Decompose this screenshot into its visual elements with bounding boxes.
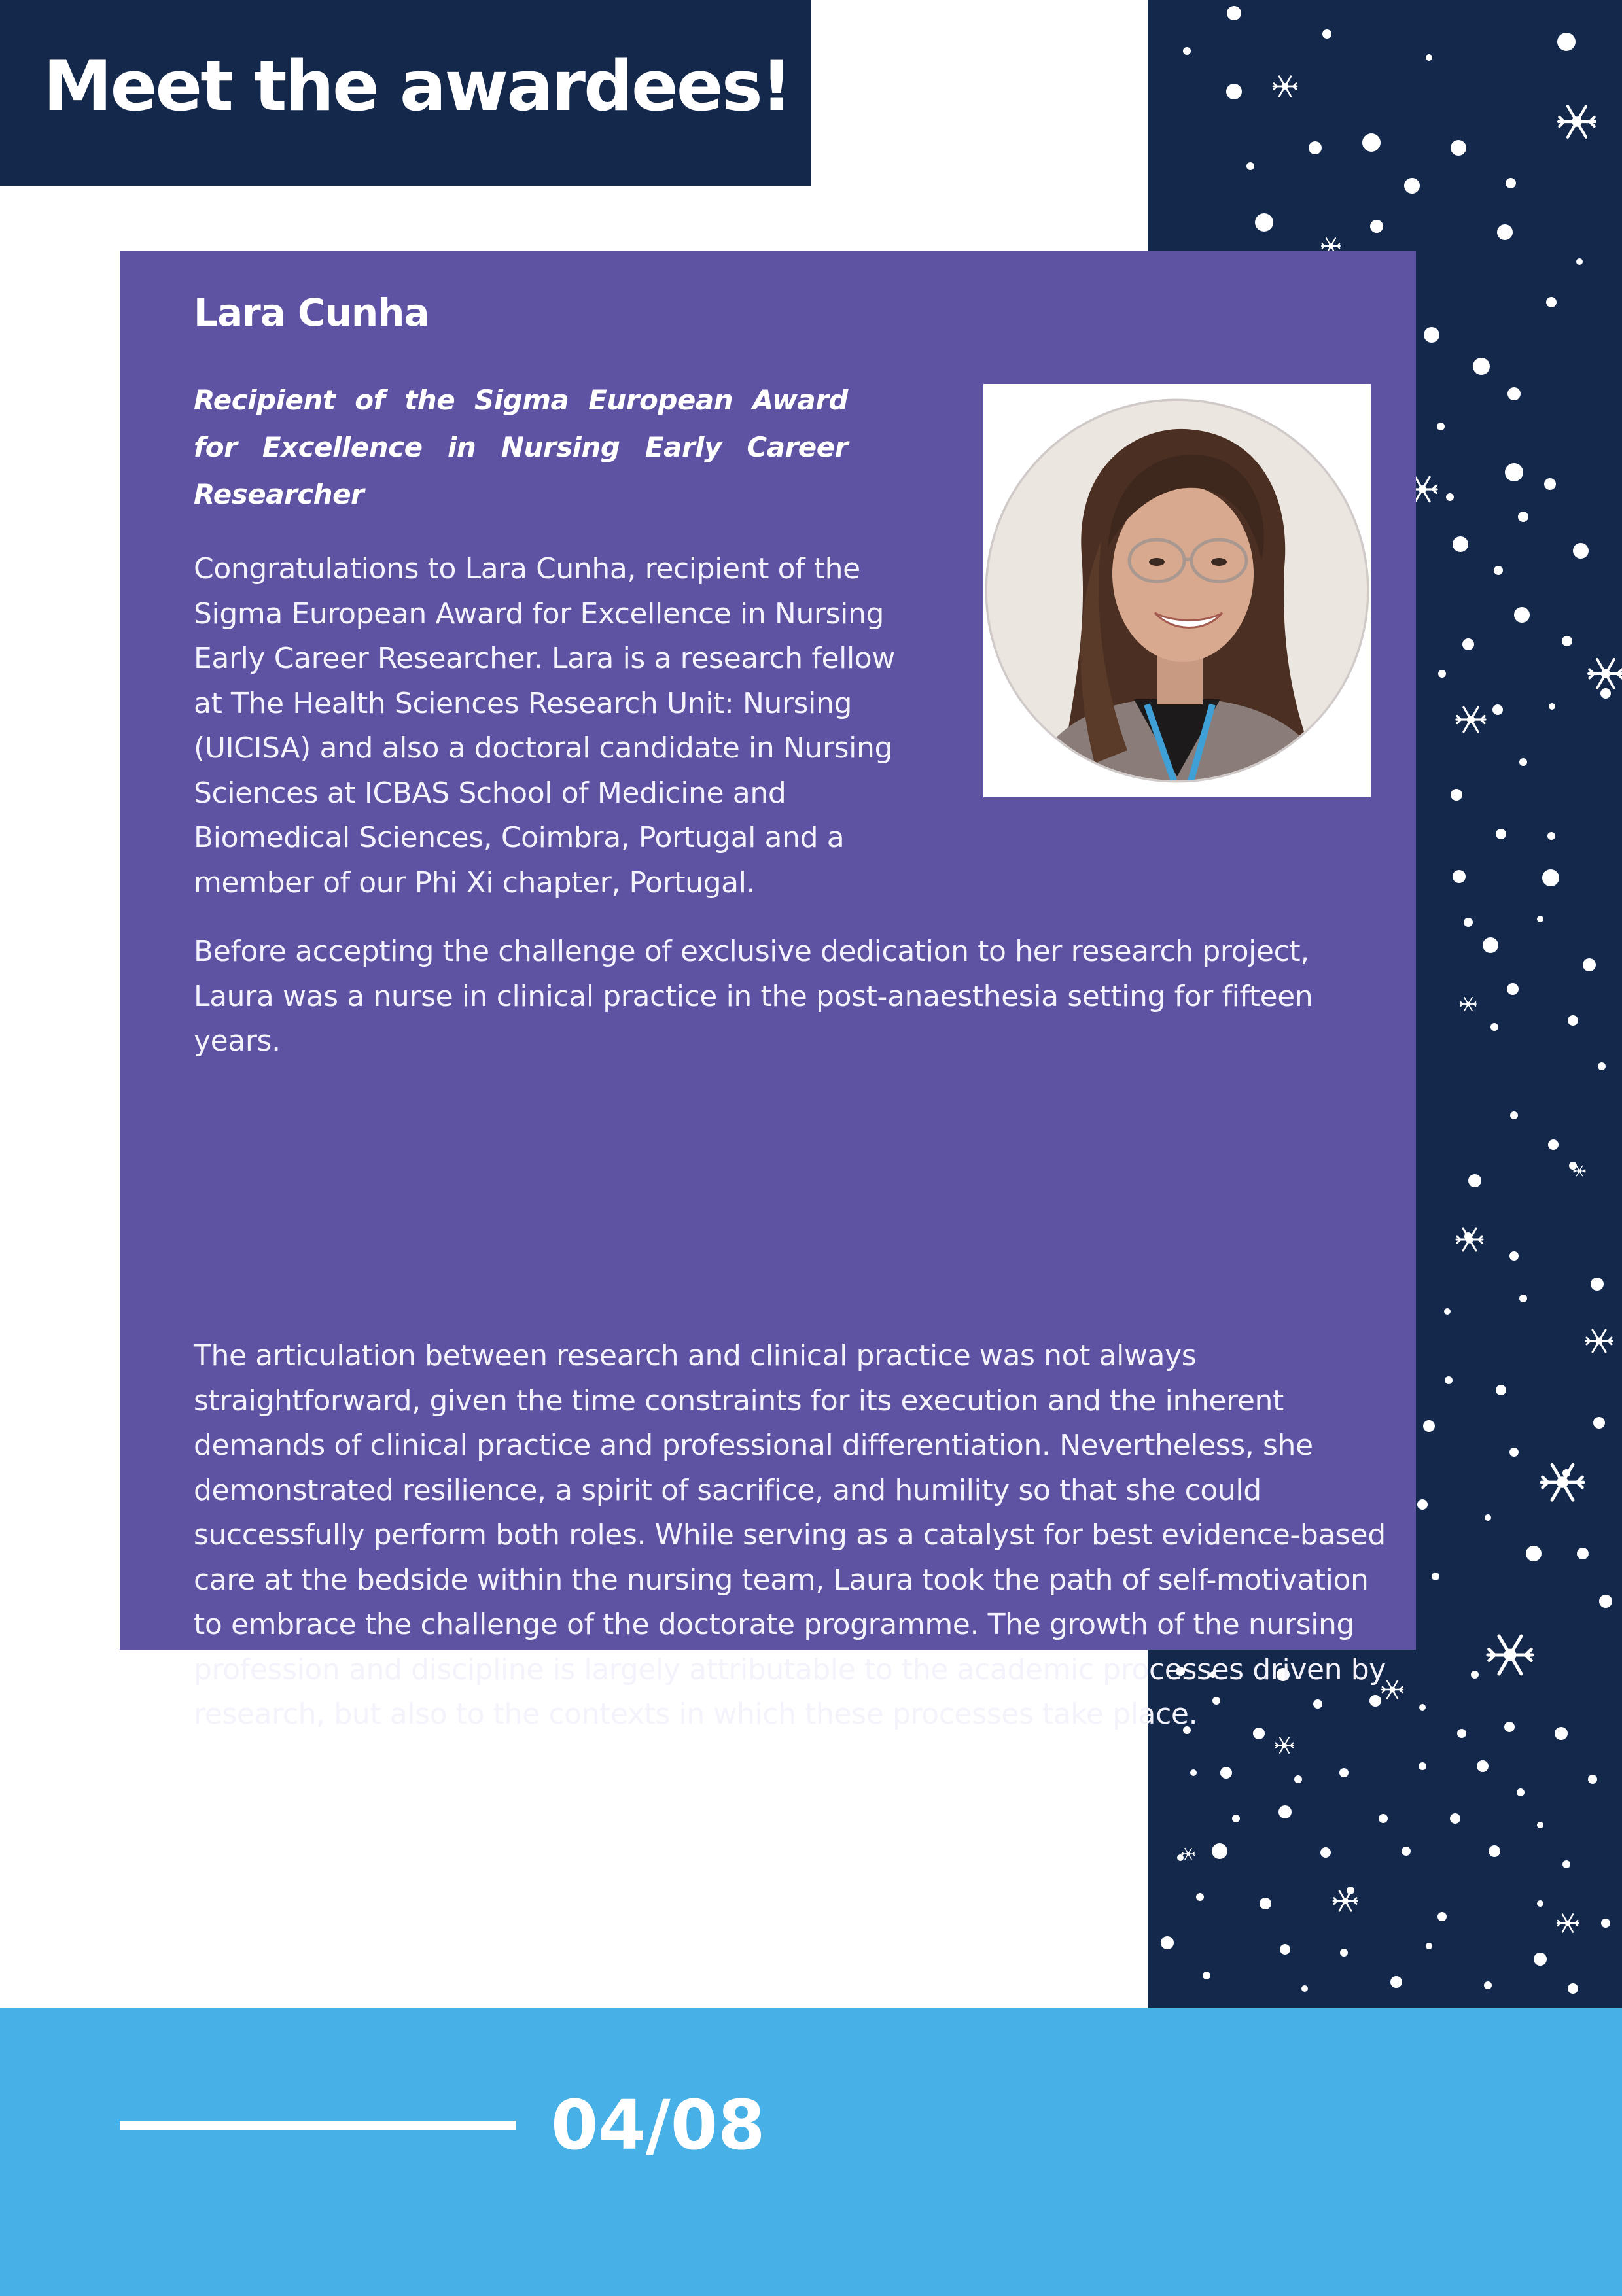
award-title: Recipient of the Sigma European Award for Excellence in Nursing Early Career Researcher [194,384,848,510]
awardee-card [120,251,1416,1731]
bio-paragraph: Before accepting the challenge of exclusive dedication to her research project, Laura was a nurse in clinical practice in the post-anaesthesia setting for fifteen years. [194,935,1313,1058]
bio-paragraph: The articulation between research and clinical practice was not always straightforward, given the time constraints for its execution and the inherent demands of clinical practice and professional differentiation. Nevertheless, she demonstrated resilience, a spirit of sacrifice, and humility so that she could successfully perform both roles. While serving as a catalyst for best evidence-based care at the bedside within the nursing team, Laura took the path of self-motivation to embrace the challenge of the doctorate programme. The growth of the nursing profession and discipline is largely attributable to the academic processes driven by research, but also to the contexts in which these processes take place. [194,1339,1386,1731]
footer [0,2008,1622,2296]
page-title: Meet the awardees! [43,46,791,126]
bio-paragraph: Congratulations to Lara Cunha, recipient of the Sigma European Award for Excellence in Nursing Early Career Researcher. Lara is a research fellow at The Health Sciences Research Unit: Nursing (UICISA) and also a doctoral candidate in Nursing Sciences at ICBAS School of Medicine and Biomedical Sciences, Coimbra, Portugal and a member of our Phi Xi chapter, Portugal. [194,552,895,899]
title-banner [0,0,811,186]
page-indicator: 04/08 [551,2085,766,2165]
footer-divider [120,2121,516,2130]
awardee-photo [983,384,1371,797]
awardee-name: Lara Cunha [194,290,429,335]
